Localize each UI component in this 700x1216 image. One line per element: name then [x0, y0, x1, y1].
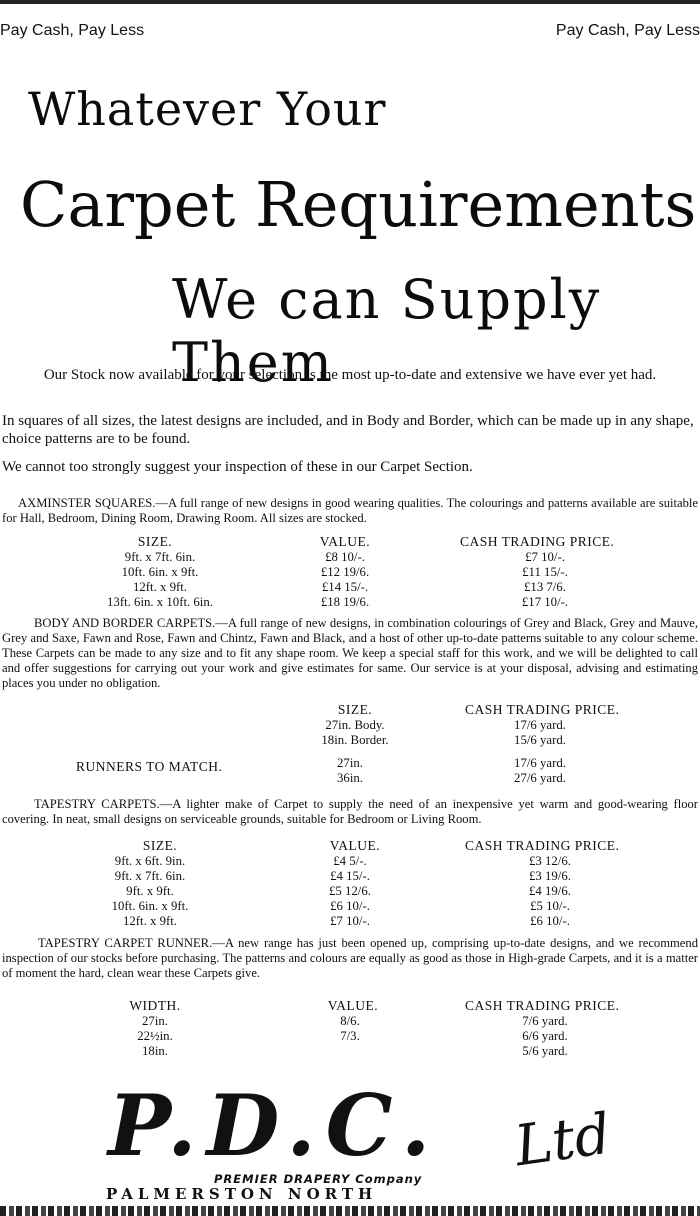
axminster-row-price: £17 10/-.: [521, 595, 569, 609]
body-border-size-col: [295, 718, 415, 748]
tapestry-row-size: 9ft. x 9ft.: [126, 884, 174, 898]
tapestry-row-price: £4 19/6.: [529, 884, 571, 898]
headline-line2: Carpet Requirements: [20, 168, 697, 241]
tapestry-row-price: £3 19/6.: [529, 869, 571, 883]
body-border-price-col: [490, 718, 590, 748]
axminster-row-size: 12ft. x 9ft.: [132, 580, 188, 594]
tapestry-row-price: £3 12/6.: [529, 854, 571, 868]
axminster-row-size: 9ft. x 7ft. 6in.: [124, 550, 196, 564]
runner-row-width: 22½in.: [137, 1029, 173, 1043]
tapestry-row-value: £4 15/-.: [330, 869, 370, 883]
headline-line3: We can Supply Them: [172, 268, 602, 394]
tapestry-value-header: VALUE.: [329, 838, 381, 853]
runner-row-value: 8/6.: [340, 1014, 360, 1028]
axminster-row-size: 13ft. 6in. x 10ft. 6in.: [107, 595, 213, 609]
runners-row-price: 27/6 yard.: [514, 771, 566, 785]
company-logo: [100, 1076, 620, 1206]
tapestry-row-size: 9ft. x 6ft. 9in.: [114, 854, 186, 868]
top-rule: [0, 0, 700, 4]
axminster-row-value: £18 19/6.: [320, 595, 370, 609]
axminster-price-header: CASH TRADING PRICE.: [460, 534, 615, 549]
tapestry-row-value: £4 5/-.: [333, 854, 367, 868]
axminster-row-value: £8 10/-.: [325, 550, 365, 564]
tapestry-row-price: £5 10/-.: [530, 899, 570, 913]
tapestry-row-price: £6 10/-.: [530, 914, 570, 928]
body-border-row-price: 15/6 yard.: [514, 733, 566, 747]
slogan-left: Pay Cash, Pay Less: [0, 22, 145, 39]
axminster-row-price: £11 15/-.: [522, 565, 568, 579]
runner-row-price: 5/6 yard.: [522, 1044, 568, 1058]
runner-row-width: 18in.: [142, 1044, 168, 1058]
axminster-size-col: [60, 550, 260, 610]
tapestry-row-size: 9ft. x 7ft. 6in.: [114, 869, 186, 883]
tapestry-price-header: CASH TRADING PRICE.: [465, 838, 620, 853]
runners-row-size: 27in.: [337, 756, 363, 770]
intro-paragraph-3: We cannot too strongly suggest your inspection of these in our Carpet Section.: [2, 459, 473, 475]
body-border-row-size: 18in. Border.: [321, 733, 389, 747]
axminster-size-header: SIZE.: [137, 534, 173, 549]
headline-line1: Whatever Your: [28, 82, 387, 136]
runner-price-header: CASH TRADING PRICE.: [465, 998, 620, 1013]
tapestry-value-col: [305, 854, 395, 929]
axminster-value-col: [300, 550, 390, 610]
tapestry-row-value: £6 10/-.: [330, 899, 370, 913]
axminster-row-size: 10ft. 6in. x 9ft.: [121, 565, 199, 579]
tapestry-row-value: £5 12/6.: [329, 884, 371, 898]
logo-ltd: Ltd: [510, 1101, 615, 1180]
runner-width-header: WIDTH.: [129, 998, 181, 1013]
axminster-price-col: [500, 550, 590, 610]
tapestry-price-col: [505, 854, 595, 929]
runner-row-price: 6/6 yard.: [522, 1029, 568, 1043]
runner-width-col: [120, 1014, 190, 1059]
logo-town: PALMERSTON NORTH: [106, 1185, 378, 1203]
runners-row-size: 36in.: [337, 771, 363, 785]
runner-price-col: [500, 1014, 590, 1059]
logo-initials: P.D.C.: [108, 1076, 441, 1175]
runner-row-value: 7/3.: [340, 1029, 360, 1043]
axminster-row-price: £7 10/-.: [525, 550, 565, 564]
runner-row-price: 7/6 yard.: [522, 1014, 568, 1028]
tapestry-size-header: SIZE.: [142, 838, 178, 853]
axminster-description: AXMINSTER SQUARES.—A full range of new designs in good wearing qualities. The colourings and patterns available are suitable for Hall, Bedroom, Dining Room, Drawing Room. All sizes are stocked.: [2, 496, 698, 525]
runner-row-value: [305, 1044, 395, 1059]
runner-value-col: [305, 1014, 395, 1059]
runners-to-match-label: RUNNERS TO MATCH.: [76, 759, 223, 774]
runner-row-width: 27in.: [142, 1014, 168, 1028]
axminster-row-price: £13 7/6.: [524, 580, 566, 594]
axminster-row-value: £14 15/-.: [321, 580, 369, 594]
tapestry-description: TAPESTRY CARPETS.—A lighter make of Carpet to supply the need of an inexpensive yet warm and good-wearing floor covering. In neat, small designs on serviceable grounds, suitable for Bedroom or Living Room.: [2, 797, 698, 826]
runners-size-col: [310, 756, 390, 786]
intro-paragraph-1: Our Stock now available for your selection is the most up-to-date and extensive we have ever yet had.: [43, 367, 657, 383]
body-border-row-price: 17/6 yard.: [514, 718, 566, 732]
runners-price-col: [490, 756, 590, 786]
runners-row-price: 17/6 yard.: [514, 756, 566, 770]
bottom-border-strip: [0, 1206, 700, 1216]
axminster-row-value: £12 19/6.: [320, 565, 370, 579]
intro-paragraph-2: In squares of all sizes, the latest designs are included, and in Body and Border, which can be made up in any shape, choice patterns are to be found.: [2, 413, 694, 447]
slogan-right: Pay Cash, Pay Less: [555, 22, 700, 39]
logo-company-name: PREMIER DRAPERY Company: [214, 1172, 423, 1186]
body-border-size-header: SIZE.: [337, 702, 373, 717]
body-border-row-size: 27in. Body.: [325, 718, 385, 732]
axminster-value-header: VALUE.: [319, 534, 371, 549]
tapestry-row-size: 12ft. x 9ft.: [122, 914, 178, 928]
body-border-price-header: CASH TRADING PRICE.: [465, 702, 620, 717]
body-border-description: BODY AND BORDER CARPETS.—A full range of new designs, in combination colourings of Grey and Black, Grey and Mauve, Grey and Saxe, Fawn and Rose, Fawn and Chintz, Fawn and Black, and a host of other up-to-date patterns suitable to any colour scheme. These Carpets can be made to any size and to fit any shape room. We keep a special staff for this work, and we will be delighted to call and offer suggestions for carrying out your work and give estimates for same. Our service is at your disposal, advising and estimating places you under no obligation.: [2, 616, 698, 690]
runner-description: TAPESTRY CARPET RUNNER.—A new range has just been opened up, comprising up-to-date designs, and we recommend inspection of our stocks before purchasing. The patterns and colours are equally as good as those in High-grade Carpets, and it is a matter of moment the hard, clean wear these Carpets give.: [2, 936, 698, 980]
tapestry-row-value: £7 10/-.: [330, 914, 370, 928]
tapestry-row-size: 10ft. 6in. x 9ft.: [111, 899, 189, 913]
tapestry-size-col: [80, 854, 220, 929]
runner-value-header: VALUE.: [327, 998, 379, 1013]
